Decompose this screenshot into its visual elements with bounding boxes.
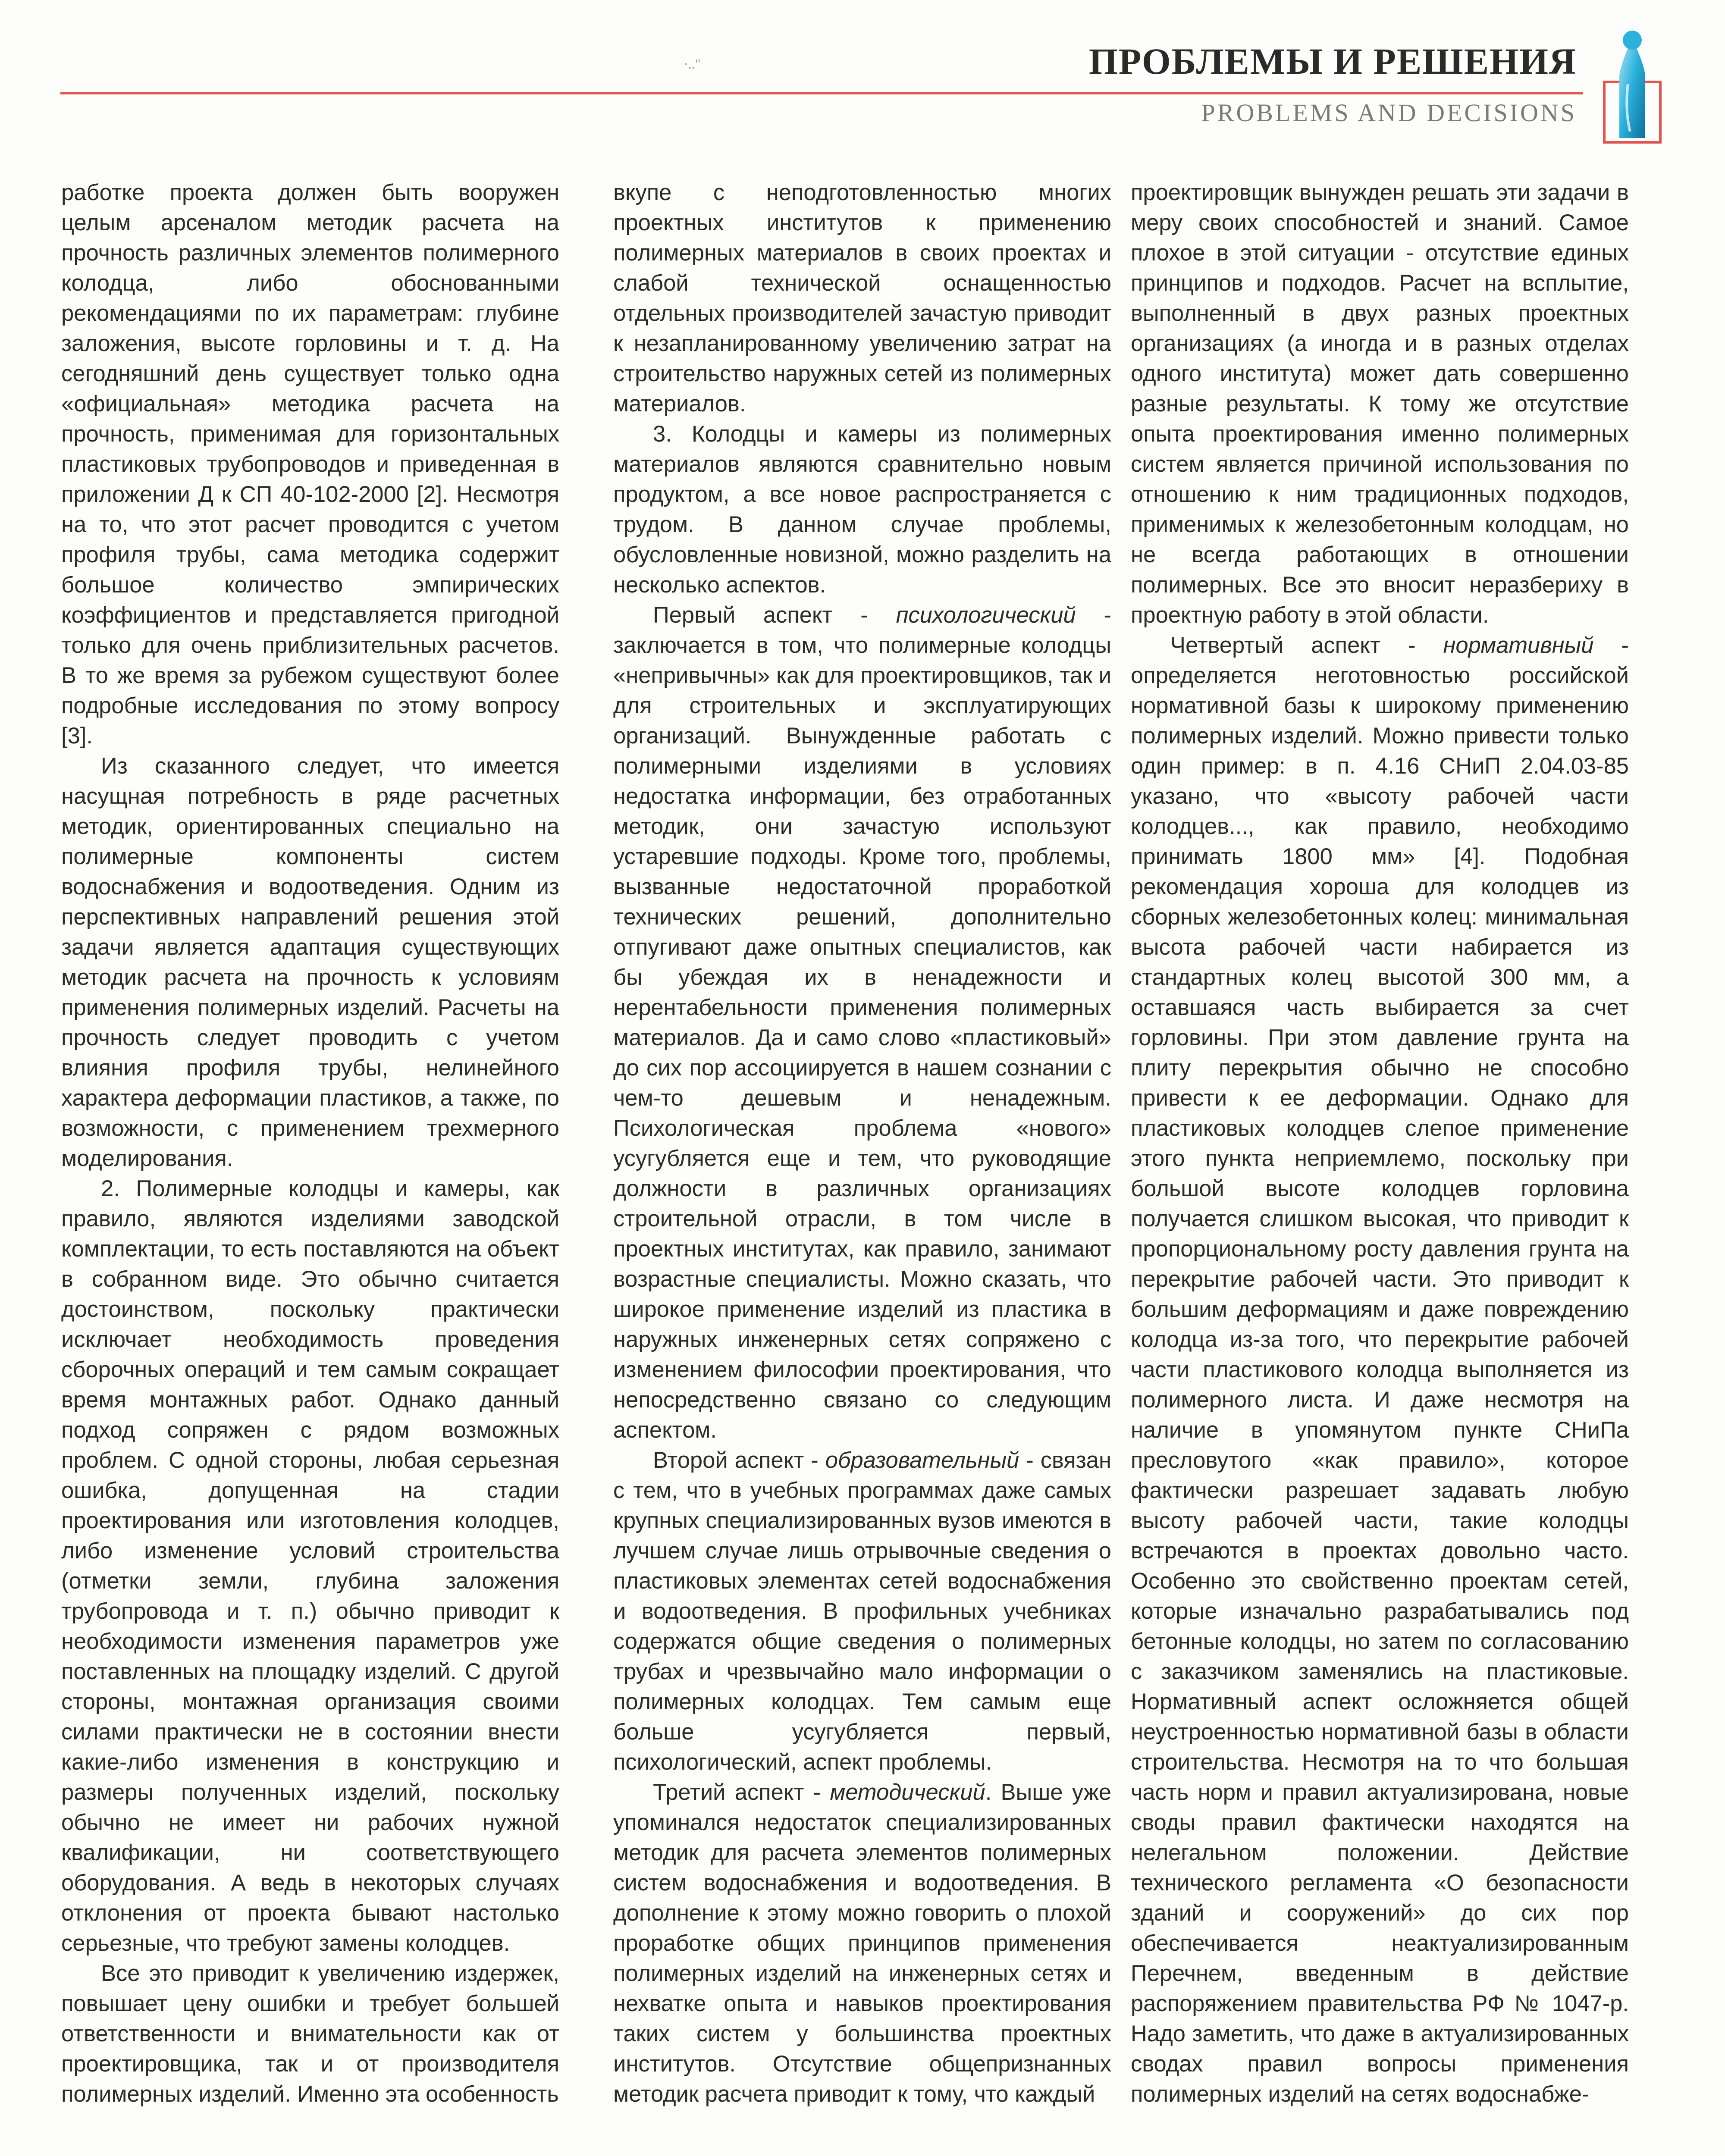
scan-artifact: ·.." [684, 56, 701, 72]
paragraph: Все это приводит к увеличению издержек, повышает цену ошибки и требует большей ответственности и внимательности как от проектировщика, так и от производителя полимерных изделий. Именно эта особенность [61, 1961, 559, 2107]
emphasis-term: психологический [896, 602, 1076, 628]
paragraph: 3. Колодцы и камеры из полимерных материалов являются сравнительно новым продуктом, а все новое распространяется с трудом. В данном случае проблемы, обусловленные новизной, можно разделить на несколько аспектов. [613, 421, 1111, 598]
paragraph-lead: Третий аспект - [653, 1780, 830, 1805]
paragraph: 2. Полимерные колодцы и камеры, как правило, являются изделиями заводской комплектации, то есть поставляются на объект в собранном виде. Это обычно считается достоинством, поскольку практически исключает необходимость проведения сборочных операций и тем самым сокращает время монтажных работ. Однако данный подход сопряжен с рядом возможных проблем. С одной стороны, любая серьезная ошибка, допущенная на стадии проектирования или изготовления колодцев, либо изменение условий строительства (отметки земли, глубина заложения трубопровода и т. п.) обычно приводит к необходимости изменения параметров уже поставленных на площадку изделий. С другой стороны, монтажная организация своими силами практически не в состоянии внести какие-либо изменения в конструкцию и размеры полученных изделий, поскольку обычно не имеет ни рабочих нужной квалификации, ни соответствующего оборудования. А ведь в некоторых случаях отклонения от проекта бывают настолько серьезные, что требуют замены колодцев. [61, 1176, 559, 1956]
paragraph: проектировщик вынужден решать эти задачи в меру своих способностей и знаний. Самое плохое в этой ситуации - отсутствие единых принципов и подходов. Расчет на всплытие, выполненный в двух разных проектных организациях (а иногда и в разных отделах одного института) может дать совершенно разные результаты. К тому же отсутствие опыта проектирования именно полимерных систем является причиной использования по отношению к ним традиционных подходов, применимых к железобетонным колодцам, но не всегда работающих в отношении полимерных. Все это вносит неразбериху в проектную работу в этой области. [1131, 180, 1629, 628]
text-column-3 [1131, 178, 1629, 2109]
paragraph-lead: Четвертый аспект - [1170, 633, 1443, 658]
section-subtitle: PROBLEMS AND DECISIONS [1201, 99, 1577, 127]
paragraph: работке проекта должен быть вооружен целым арсеналом методик расчета на прочность различных элементов полимерного колодца, либо обоснованными рекомендациями по их параметрам: глубине заложения, высоте горловины и т. д. На сегодняшний день существует только одна «официальная» методика расчета на прочность, применимая для горизонтальных пластиковых трубопроводов и приведенная в приложении Д к СП 40-102-2000 [2]. Несмотря на то, что этот расчет проводится с учетом профиля трубы, сама методика содержит большое количество эмпирических коэффициентов и представляется пригодной только для очень приблизительных расчетов. В то же время за рубежом существуют более подробные исследования по этому вопросу [3]. [61, 180, 559, 749]
paragraph [613, 600, 1111, 1445]
paragraph [613, 1445, 1111, 1777]
paragraph [613, 1777, 1111, 2109]
paragraph-body: - заключается в том, что полимерные колодцы «непривычны» как для проектировщиков, так и для строительных и эксплуатирующих организаций. Вынужденные работать с полимерными изделиями в условиях недостатка информации, без отработанных методик, они зачастую используют устаревшие подходы. Кроме того, проблемы, вызванные недостаточной проработкой технических решений, дополнительно отпугивают даже опытных специалистов, как бы убеждая их в ненадежности и нерентабельности применения полимерных материалов. Да и само слово «пластиковый» до сих пор ассоциируется в нашем сознании с чем-то дешевым и ненадежным. Психологическая проблема «нового» усугубляется еще и тем, что руководящие должности в различных организациях строительной отрасли, в том числе в проектных институтах, как правило, занимают возрастные специалисты. Можно сказать, что широкое применение изделий из пластика в наружных инженерных сетях сопряжено с изменением философии проектирования, что непосредственно связано со следующим аспектом. [613, 602, 1111, 1443]
paragraph-body: - связан с тем, что в учебных программах даже самых крупных специализированных вузов имеются в лучшем случае лишь отрывочные сведения о пластиковых элементах сетей водоснабжения и водоотведения. В профильных учебниках содержатся общие сведения о полимерных трубах и чрезвычайно мало информации о полимерных колодцах. Тем самым еще больше усугубляется первый, психологический, аспект проблемы. [613, 1448, 1111, 1775]
header-divider [60, 92, 1583, 94]
paragraph: Из сказанного следует, что имеется насущная потребность в ряде расчетных методик, ориентированных специально на полимерные компоненты систем водоснабжения и водоотведения. Одним из перспективных направлений решения этой задачи является адаптация существующих методик расчета на прочность к условиям применения полимерных изделий. Расчеты на прочность следует проводить с учетом влияния профиля трубы, нелинейного характера деформации пластиков, а также, по возможности, с применением трехмерного моделирования. [61, 753, 559, 1171]
paragraph-lead: Первый аспект - [653, 602, 896, 628]
emphasis-term: методический [830, 1780, 985, 1805]
text-column-2 [613, 178, 1111, 2109]
section-title: ПРОБЛЕМЫ И РЕШЕНИЯ [1088, 41, 1577, 82]
paragraph-body: - определяется неготовностью российской нормативной базы к широкому применению полимерных изделий. Можно привести только один пример: в п. 4.16 СНиП 2.04.03-85 указано, что «высоту рабочей части колодцев..., как правило, необходимо принимать 1800 мм» [4]. Подобная рекомендация хороша для колодцев из сборных железобетонных колец: минимальная высота рабочей части набирается из стандартных колец высотой 300 мм, а оставшаяся часть выбирается за счет горловины. При этом давление грунта на плиту перекрытия обычно не способно привести к ее деформации. Однако для пластиковых колодцев слепое применение этого пункта неприемлемо, поскольку при большой высоте колодцев горловина получается слишком высокая, что приводит к пропорциональному росту давления грунта на перекрытие рабочей части. Это приводит к большим деформациям и даже повреждению колодца из-за того, что перекрытие рабочей части пластикового колодца выполняется из полимерного листа. И даже несмотря на наличие в упомянутом пункте СНиПа пресловутого «как правило», которое фактически разрешает задавать любую высоту рабочей части, такие колодцы встречаются в проектах довольно часто. Особенно это свойственно проектам сетей, которые изначально разрабатывались под бетонные колодцы, но затем по согласованию с заказчиком заменялись на пластиковые. Нормативный аспект осложняется общей неустроенностью нормативной базы в области строительства. Несмотря на то что большая часть норм и правил актуализирована, новые своды правил фактически находятся на нелегальном положении. Действие технического регламента «О безопасности зданий и сооружений» до сих пор обеспечивается неактуализированным Перечнем, введенным в действие распоряжением правительства РФ № 1047-р. Надо заметить, что даже в актуализированных сводах правил вопросы применения полимерных изделий на сетях водоснабже- [1131, 633, 1629, 2107]
paragraph-lead: Второй аспект - [653, 1448, 825, 1473]
water-drop-icon [1596, 24, 1669, 149]
paragraph-body: . Выше уже упоминался недостаток специализированных методик для расчета элементов полимерных систем водоснабжения и водоотведения. В дополнение к этому можно говорить о плохой проработке общих принципов применения полимерных изделий на инженерных сетях и нехватке опыта и навыков проектирования таких систем у большинства проектных институтов. Отсутствие общепризнанных методик расчета приводит к тому, что каждый [613, 1780, 1111, 2107]
emphasis-term: нормативный [1443, 633, 1594, 658]
emphasis-term: образовательный [825, 1448, 1019, 1473]
paragraph: вкупе с неподготовленностью многих проектных институтов к применению полимерных материалов в своих проектах и слабой технической оснащенностью отдельных производителей зачастую приводит к незапланированному увеличению затрат на строительство наружных сетей из полимерных материалов. [613, 180, 1111, 417]
paragraph [1131, 630, 1629, 2109]
text-column-1 [61, 178, 559, 2109]
